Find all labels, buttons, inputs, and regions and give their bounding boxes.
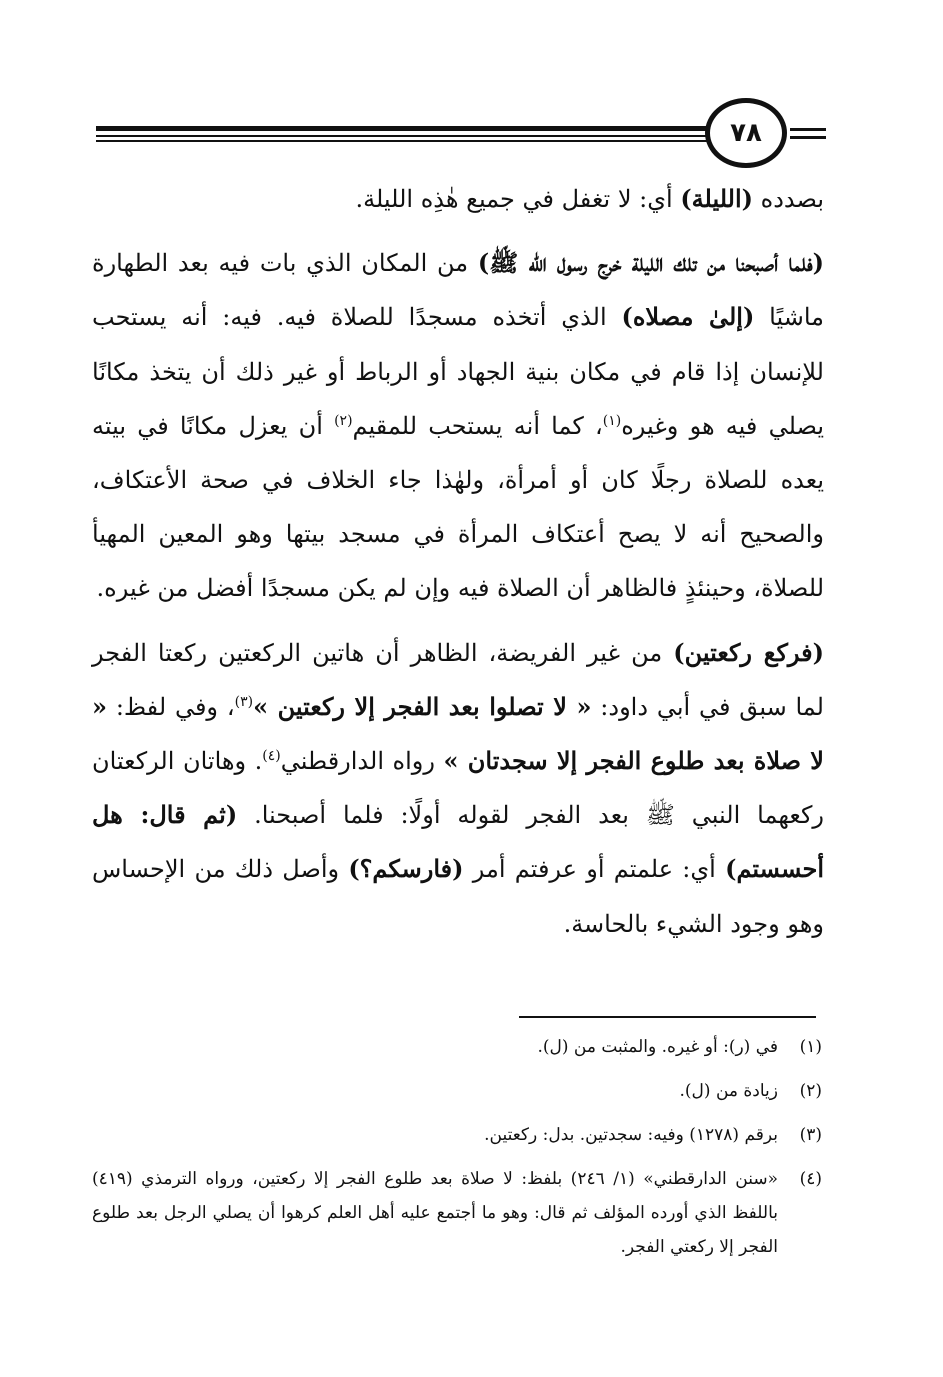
page-number-badge (705, 98, 787, 168)
footnote-text: «سنن الدارقطني» (١/ ٢٤٦) بلفظ: لا صلاة بعد طلوع الفجر إلا ركعتين، ورواه الترمذي (٤١٩) باللفظ الذي أورده المؤلف ثم قال: وهو ما أجتمع عليه أهل العلم كرهوا أن يصلي الرجل بعد طلوع الفجر إلا ركعتي الفجر. (92, 1169, 779, 1257)
main-text (92, 172, 824, 951)
footnote-ref: (٣) (234, 693, 254, 710)
text-run: من المكان الذي بات فيه بعد الطهارة ماشيًا (92, 249, 824, 332)
footnotes (92, 1030, 822, 1274)
text-run: وأصل ذلك من الإحساس وهو وجود الشيء بالحاسة. (92, 855, 824, 938)
page-header (0, 0, 943, 200)
text-run: أي: علمتم أو عرفتم أمر (463, 855, 726, 884)
footnote (92, 1162, 822, 1264)
header-rule (790, 136, 826, 139)
text-run: أن يعزل مكانًا في بيته يعده للصلاة رجلًا كان أو أمرأة، ولهٰذا جاء الخلاف في صحة الأعتكاف، والصحيح أنه لا يصح أعتكاف المرأة في مسجد بيتها وهو المعين المهيأ للصلاة، وحينئذٍ فالظاهر أن الصلاة فيه وإن لم يكن مسجدًا أفضل من غيره. (92, 411, 825, 603)
emphasis-text: (ثم قال: هل أحسستم) (92, 800, 824, 884)
text-run: أي: لا تغفل في جميع هٰذِه الليلة. (355, 185, 681, 213)
emphasis-text: (الليلة) (680, 184, 754, 213)
footnote-text: في (ر): أو غيره. والمثبت من (ل). (537, 1037, 778, 1057)
text-run: من غير الفريضة، الظاهر أن هاتين الركعتين ركعتا الفجر لما سبق في أبي داود: (92, 638, 824, 721)
emphasis-text: (فارسكم؟) (348, 854, 464, 884)
footnote-number: (٢) (799, 1081, 822, 1101)
emphasis-text: (إلىٰ مصلاه) (621, 302, 755, 332)
footnote-number: (١) (799, 1037, 822, 1057)
header-rule (96, 126, 708, 131)
footnote-ref: (١) (602, 412, 622, 429)
text-run: بصدده (753, 185, 824, 213)
header-rule (96, 140, 708, 142)
footnote-ref: (٤) (262, 748, 281, 765)
footnote-text: زيادة من (ل). (679, 1081, 778, 1101)
text-run: رواه الدارقطني (280, 747, 444, 776)
text-run: الذي أتخذه مسجدًا للصلاة فيه. فيه: أنه يستحب للإنسان إذا قام في مكان بنية الجهاد أو الرباط أو غير ذلك أن يتخذ مكانًا يصلي فيه هو وغيره (92, 303, 825, 440)
text-run: ، كما أنه يستحب للمقيم (352, 411, 603, 440)
footnote (92, 1030, 822, 1064)
emphasis-text: « لا صلاة بعد طلوع الفجر إلا سجدتان » (92, 691, 824, 776)
footnote-ref: (٢) (334, 412, 353, 429)
emphasis-text: (فركع ركعتين) (673, 637, 824, 667)
header-rule (96, 135, 708, 137)
page-number: ٧٨ (730, 118, 762, 148)
footnote (92, 1074, 822, 1108)
footnote-number: (٣) (799, 1125, 822, 1145)
text-run: . وهاتان الركعتان ركعهما النبي ﷺ بعد الفجر لقوله أولًا: فلما أصبحنا. (92, 747, 824, 830)
footnote-separator (519, 1016, 816, 1018)
header-rule (790, 128, 826, 131)
paragraph (92, 172, 824, 226)
emphasis-text: (فلما أصبحنا من تلك الليلة خرج رسول الله ﷺ) (477, 248, 824, 278)
paragraph (92, 236, 824, 615)
text-run: ، وفي لفظ: (107, 692, 235, 721)
paragraph (92, 626, 824, 951)
footnote-text: برقم (١٢٧٨) وفيه: سجدتين. بدل: ركعتين. (484, 1125, 778, 1145)
footnote-number: (٤) (799, 1169, 822, 1189)
footnote (92, 1118, 822, 1152)
emphasis-text: « لا تصلوا بعد الفجر إلا ركعتين » (253, 691, 592, 721)
